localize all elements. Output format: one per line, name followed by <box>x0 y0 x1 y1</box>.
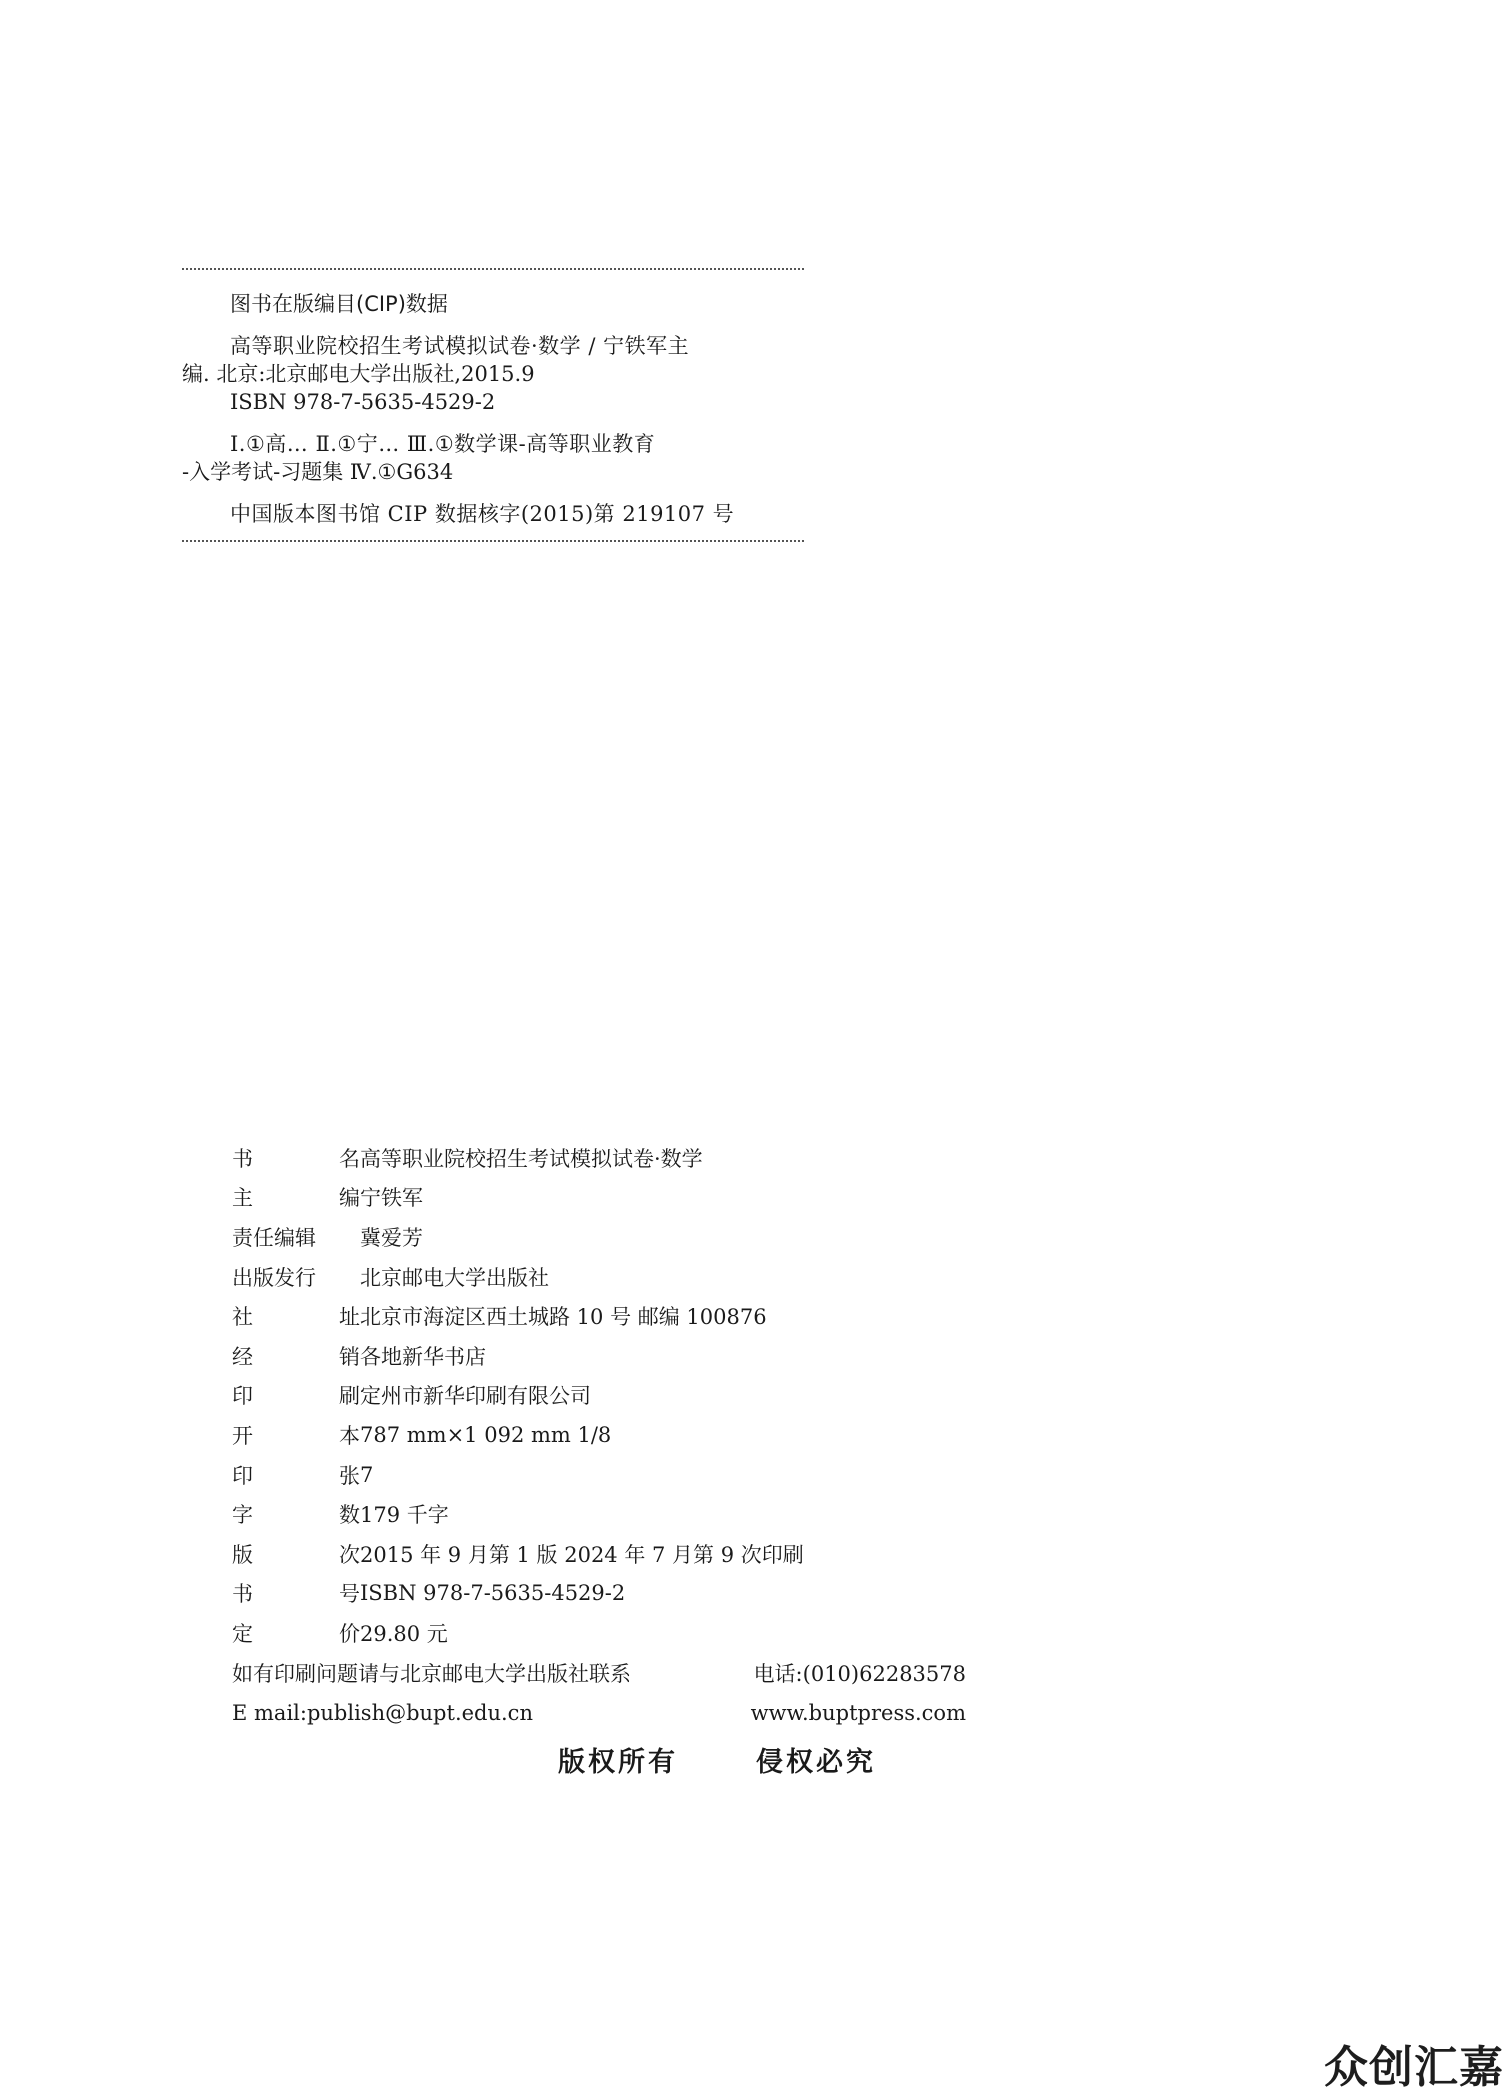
cip-title: 图书在版编目(CIP)数据 <box>230 292 448 316</box>
info-label-text: 经 <box>232 1344 253 1369</box>
info-label <box>232 1341 360 1371</box>
info-label <box>232 1222 360 1252</box>
info-row <box>232 1336 972 1376</box>
copyright-notice <box>558 1740 876 1779</box>
cip-subjects <box>182 430 804 486</box>
info-label-text: 主 <box>232 1186 253 1211</box>
info-value: 定州市新华印刷有限公司 <box>360 1384 591 1409</box>
info-row <box>232 1494 972 1534</box>
cip-number-block <box>182 500 804 528</box>
info-label-text: 字 <box>232 1503 253 1528</box>
info-label-text: 名 <box>339 1146 360 1171</box>
info-row <box>232 1138 972 1178</box>
cip-record-line: 高等职业院校招生考试模拟试卷·数学 / 宁铁军主 <box>230 334 690 358</box>
info-label <box>232 1143 360 1173</box>
info-label-text: 数 <box>339 1503 360 1528</box>
info-row <box>232 1257 972 1297</box>
info-label-text: 定 <box>232 1621 253 1646</box>
info-label <box>232 1578 360 1608</box>
watermark-logo: 众创汇嘉 <box>1324 2042 1504 2093</box>
website: www.buptpress.com <box>750 1700 966 1725</box>
contact-line <box>232 1693 966 1733</box>
cip-record <box>182 332 804 416</box>
info-label <box>232 1262 360 1292</box>
info-label <box>232 1380 360 1410</box>
info-label-text: 社 <box>232 1305 253 1330</box>
info-label-text: 次 <box>339 1542 360 1567</box>
info-label-text: 版 <box>232 1542 253 1567</box>
info-label-text: 责任编辑 <box>232 1225 316 1250</box>
info-value: 2015 年 9 月第 1 版 2024 年 7 月第 9 次印刷 <box>360 1542 804 1567</box>
info-label <box>232 1539 360 1569</box>
info-label-text: 出版发行 <box>232 1265 316 1290</box>
copyright-right: 侵权必究 <box>756 1747 876 1778</box>
info-row <box>232 1574 972 1614</box>
info-label-text: 书 <box>232 1146 253 1171</box>
info-label-text: 书 <box>232 1582 253 1607</box>
info-label-text: 本 <box>339 1423 360 1448</box>
info-value: 冀爱芳 <box>360 1225 423 1250</box>
info-value: 宁铁军 <box>360 1186 423 1211</box>
info-label-text: 张 <box>339 1463 360 1488</box>
contact-line <box>232 1653 966 1693</box>
cip-data-block <box>182 268 804 542</box>
cip-number: 中国版本图书馆 CIP 数据核字(2015)第 219107 号 <box>230 502 735 526</box>
info-label-text: 刷 <box>339 1384 360 1409</box>
info-label-text: 印 <box>232 1463 253 1488</box>
info-row <box>232 1455 972 1495</box>
info-row <box>232 1534 972 1574</box>
info-value: 7 <box>360 1462 374 1487</box>
info-value: 北京邮电大学出版社 <box>360 1265 549 1290</box>
info-value: 各地新华书店 <box>360 1344 486 1369</box>
cip-isbn: ISBN 978-7-5635-4529-2 <box>230 390 496 414</box>
info-value: 787 mm×1 092 mm 1/8 <box>360 1422 612 1447</box>
info-rows <box>232 1138 972 1653</box>
info-value: 179 千字 <box>360 1503 449 1528</box>
info-label <box>232 1301 360 1331</box>
copyright-left: 版权所有 <box>558 1747 678 1778</box>
phone: 电话:(010)62283578 <box>753 1661 966 1686</box>
info-label-text: 销 <box>339 1344 360 1369</box>
info-label-text: 址 <box>339 1305 360 1330</box>
info-value: 北京市海淀区西土城路 10 号 邮编 100876 <box>360 1305 767 1330</box>
info-row <box>232 1415 972 1455</box>
info-row <box>232 1613 972 1653</box>
cip-record-line: 编. 北京:北京邮电大学出版社,2015.9 <box>182 362 535 386</box>
info-label <box>232 1420 360 1450</box>
problem-notice: 如有印刷问题请与北京邮电大学出版社联系 <box>232 1661 631 1686</box>
info-label <box>232 1618 360 1648</box>
info-value: ISBN 978-7-5635-4529-2 <box>360 1581 626 1606</box>
info-row <box>232 1178 972 1218</box>
info-label-text: 编 <box>339 1186 360 1211</box>
cip-subject-line: -入学考试-习题集 Ⅳ.①G634 <box>182 460 454 484</box>
email: E mail:publish@bupt.edu.cn <box>232 1700 533 1725</box>
info-label-text: 价 <box>339 1621 360 1646</box>
cip-subject-line: Ⅰ.①高… Ⅱ.①宁… Ⅲ.①数学课-高等职业教育 <box>230 432 656 456</box>
info-row <box>232 1217 972 1257</box>
info-label <box>232 1182 360 1212</box>
info-label-text: 印 <box>232 1384 253 1409</box>
info-label-text: 号 <box>339 1582 360 1607</box>
info-value: 29.80 元 <box>360 1621 448 1646</box>
publication-info <box>232 1138 972 1733</box>
info-label-text: 开 <box>232 1423 253 1448</box>
info-label <box>232 1499 360 1529</box>
info-label <box>232 1460 360 1490</box>
info-row <box>232 1376 972 1416</box>
info-row <box>232 1296 972 1336</box>
info-value: 高等职业院校招生考试模拟试卷·数学 <box>360 1146 703 1171</box>
